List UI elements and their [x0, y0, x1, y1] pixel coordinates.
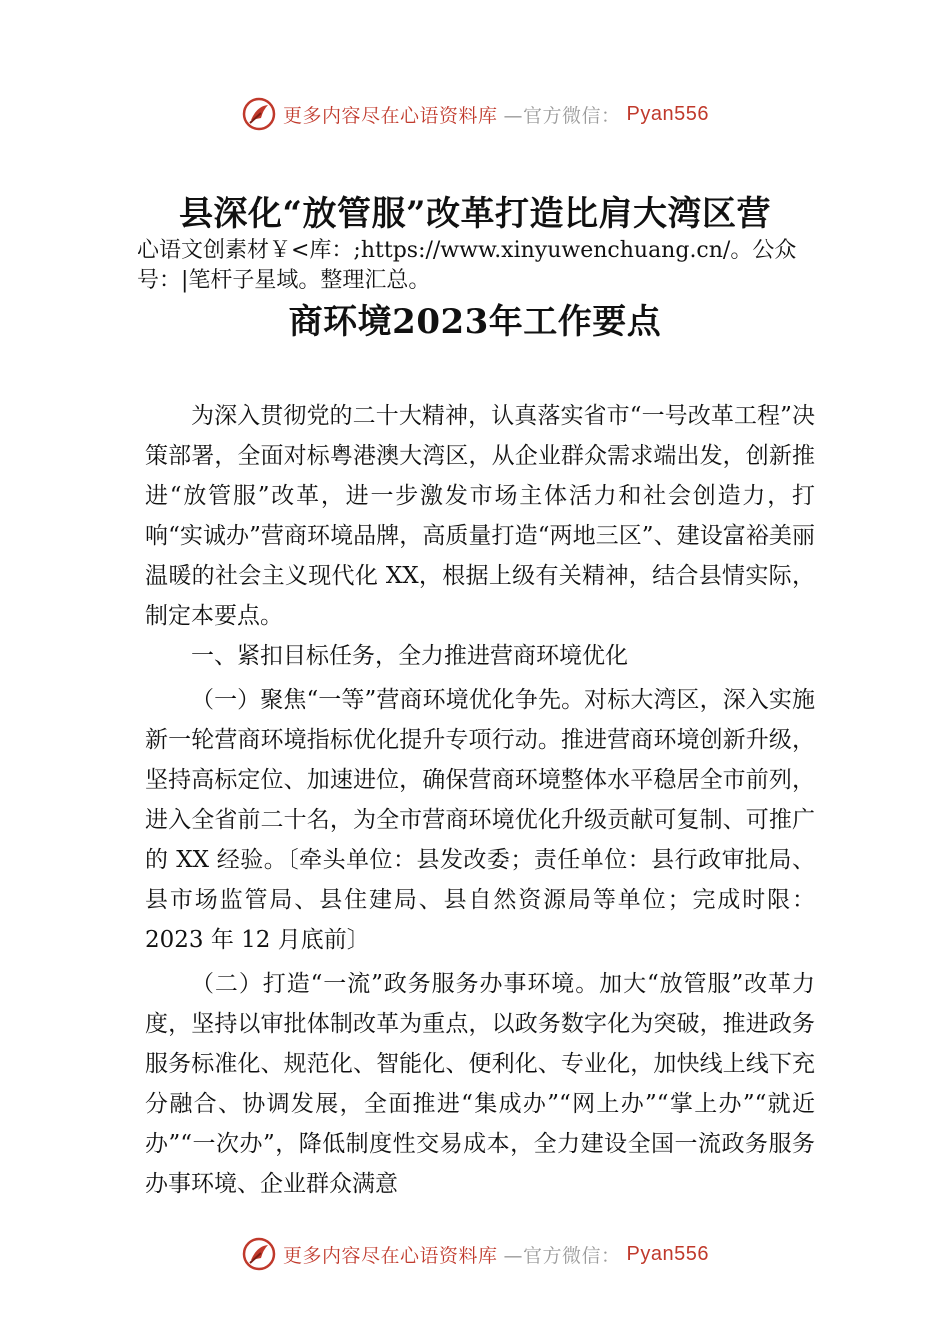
watermark-footer — [0, 1232, 950, 1276]
brand-logo-icon — [241, 1236, 277, 1272]
brand-logo-icon — [241, 96, 277, 132]
subsection-paragraph-1: （一）聚焦“一等”营商环境优化争先。对标大湾区，深入实施新一轮营商环境指标优化提升专项行动。推进营商环境创新升级，坚持高标定位、加速进位，确保营商环境整体水平稳居全市前列，进入全省前二十名，为全市营商环境优化升级贡献可复制、可推广的 XX 经验。〔牵头单位：县发改委；责任单位：县行政审批局、县市场监管局、县住建局、县自然资源局等单位；完成时限：2023 年 12 月底前〕 — [145, 687, 815, 953]
watermark-contact-id: Pyan556 — [626, 102, 709, 125]
source-note: 心语文创素材￥<库：;https://www.xinyuwenchuang.cn/。公众号：|笔杆子星域。整理汇总。 — [137, 238, 797, 293]
watermark-contact-label: —官方微信： — [503, 1244, 621, 1267]
section-heading-1: 一、紧扣目标任务，全力推进营商环境优化 — [191, 643, 628, 669]
subsection-paragraph-2: （二）打造“一流”政务服务办事环境。加大“放管服”改革力度，坚持以审批体制改革为重点，以政务数字化为突破，推进政务服务标准化、规范化、智能化、便利化、专业化，加快线上线下充分融合、协调发展，全面推进“集成办”“网上办”“掌上办”“就近办”“一次办”，降低制度性交易成本，全力建设全国一流政务服务办事环境、企业群众满意 — [145, 971, 815, 1197]
watermark-brand-text: 更多内容尽在心语资料库 — [283, 104, 498, 127]
intro-paragraph: 为深入贯彻党的二十大精神，认真落实省市“一号改革工程”决策部署，全面对标粤港澳大湾区，从企业群众需求端出发，创新推进“放管服”改革，进一步激发市场主体活力和社会创造力，打响“实诚办”营商环境品牌，高质量打造“两地三区”、建设富裕美丽温暖的社会主义现代化 XX，根据上级有关精神，结合县情实际，制定本要点。 — [145, 403, 815, 629]
watermark-contact-id: Pyan556 — [626, 1242, 709, 1265]
watermark-header — [0, 92, 950, 136]
document-title-line2: 商环境2023年工作要点 — [288, 302, 662, 342]
document-title-line1: 县深化“放管服”改革打造比肩大湾区营 — [178, 194, 772, 234]
watermark-brand-text: 更多内容尽在心语资料库 — [283, 1244, 498, 1267]
watermark-contact-label: —官方微信： — [503, 104, 621, 127]
document-body — [145, 396, 815, 1204]
